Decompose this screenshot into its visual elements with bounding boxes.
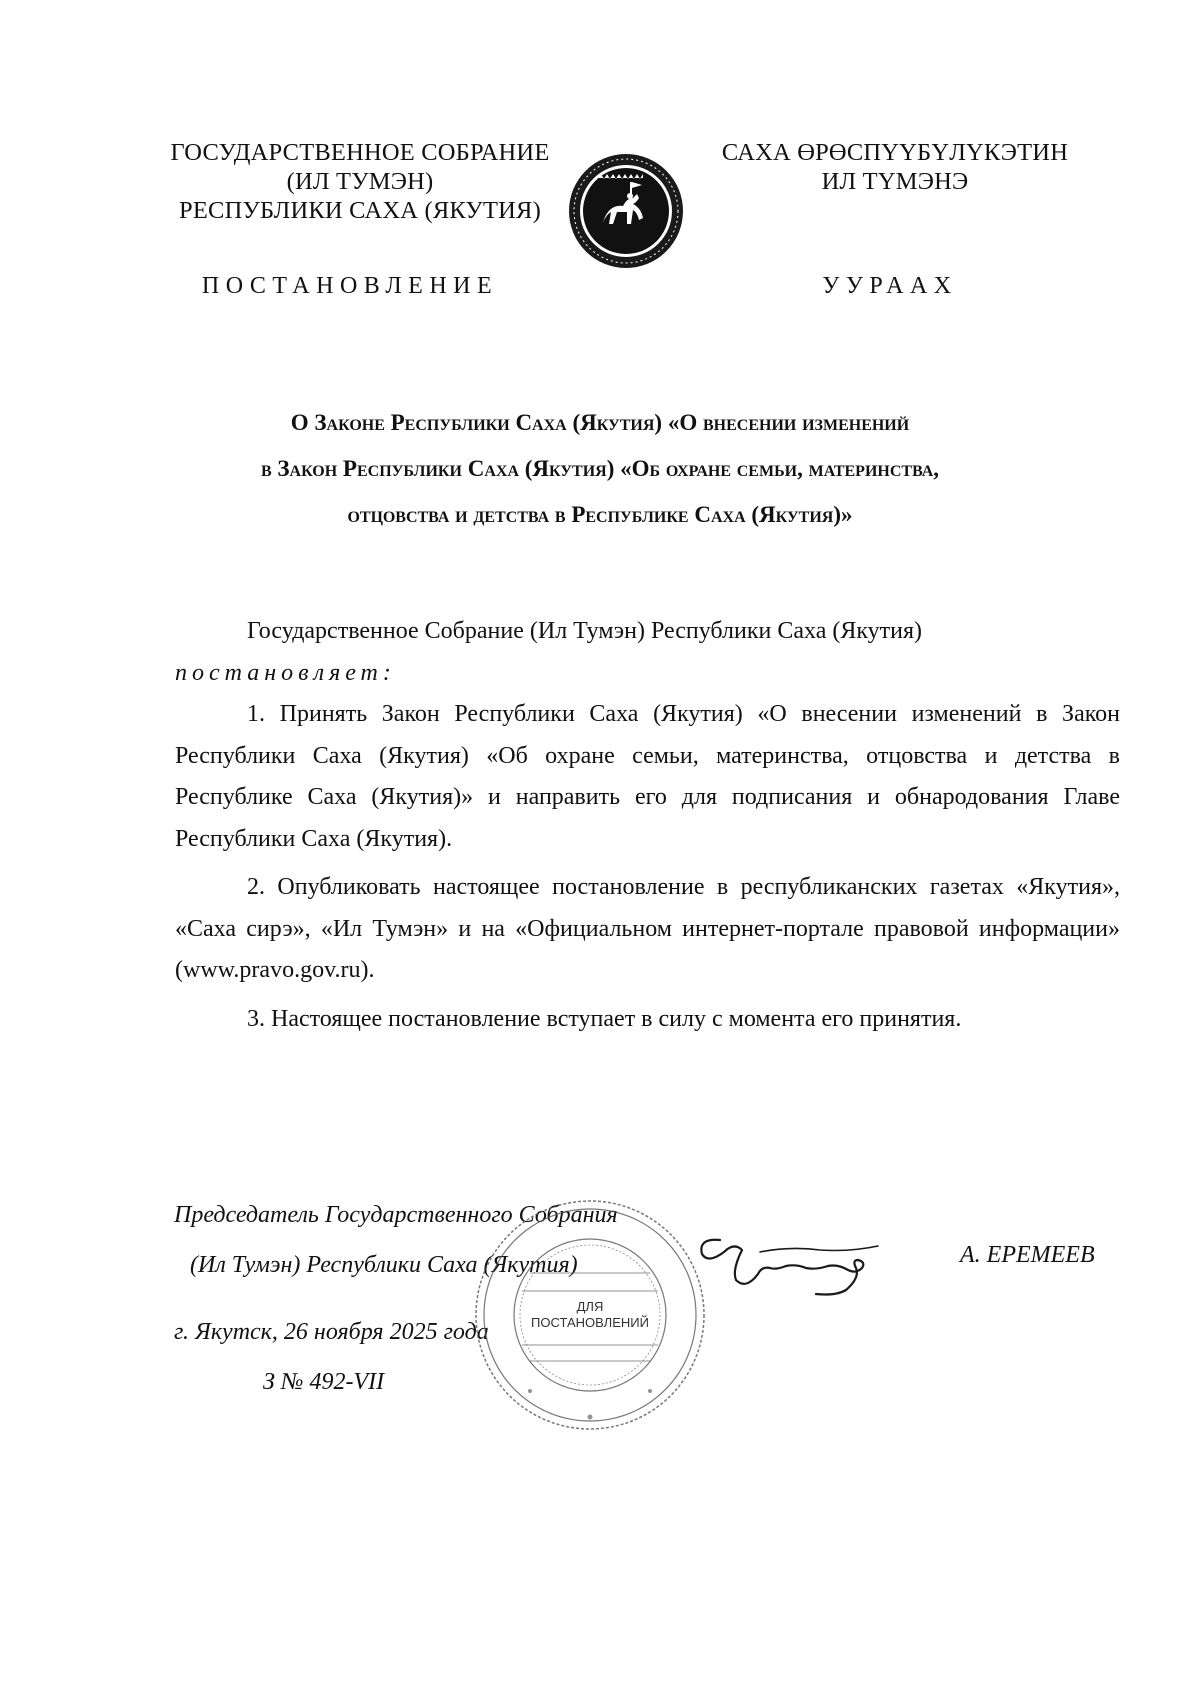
doc-type-russian: ПОСТАНОВЛЕНИЕ — [201, 273, 499, 299]
place-and-date: г. Якутск, 26 ноября 2025 года — [174, 1319, 489, 1345]
document-body — [175, 611, 1120, 1040]
header-right-line: САХА ӨРӨСПҮҮБҮЛҮКЭТИН — [721, 139, 1069, 166]
clause-1: 1. Принять Закон Республики Саха (Якутия) «О внесении изменений в Закон Республики Саха (Якутия) «Об охране семьи, материнства, отцовства и детства в Республике Саха (Якутия)» и направить его для подписания и обнародования Главе Республики Саха (Якутия). — [175, 701, 1120, 852]
doc-type-yakut: УУРААХ — [822, 273, 958, 299]
preamble-verb: постановляет: — [175, 659, 396, 686]
signatory-name: А. ЕРЕМЕЕВ — [960, 1242, 1095, 1268]
preamble-verb-line — [175, 653, 1120, 695]
header-right-yakut — [700, 138, 1090, 196]
position-line-1: Председатель Государственного Собрания — [174, 1202, 618, 1228]
preamble — [175, 611, 1120, 653]
header-left-line: РЕСПУБЛИКИ САХА (ЯКУТИЯ) — [179, 197, 541, 224]
header-left-line: (ИЛ ТУМЭН) — [286, 168, 434, 195]
document-title — [150, 400, 1050, 538]
handwritten-signature — [690, 1210, 920, 1300]
stamp-center-line-2: ПОСТАНОВЛЕНИЙ — [531, 1315, 649, 1330]
header-left-russian — [150, 138, 570, 225]
title-line: О Законе Республики Саха (Якутия) «О внесении изменений — [290, 410, 910, 435]
clause-3: 3. Настоящее постановление вступает в силу с момента его принятия. — [247, 1005, 962, 1032]
official-round-stamp — [470, 1195, 710, 1435]
clause-2: 2. Опубликовать настоящее постановление в республиканских газетах «Якутия», «Саха сирэ», «Ил Тумэн» и на «Официальном интернет-портале правовой информации» (www.pravo.gov.ru). — [175, 874, 1120, 983]
position-line-2: (Ил Тумэн) Республики Саха (Якутия) — [190, 1252, 578, 1278]
coat-of-arms-emblem-icon — [567, 152, 685, 270]
title-line: в Закон Республики Саха (Якутия) «Об охране семьи, материнства, — [260, 456, 940, 481]
document-number: З № 492-VII — [263, 1369, 385, 1395]
stamp-center-line-1: ДЛЯ — [576, 1299, 604, 1314]
preamble-text: Государственное Собрание (Ил Тумэн) Республики Саха (Якутия) — [247, 618, 923, 644]
title-line: отцовства и детства в Республике Саха (Якутия)» — [347, 502, 853, 527]
header-left-line: ГОСУДАРСТВЕННОЕ СОБРАНИЕ — [170, 139, 550, 166]
header-right-line: ИЛ ТҮМЭНЭ — [821, 168, 969, 195]
